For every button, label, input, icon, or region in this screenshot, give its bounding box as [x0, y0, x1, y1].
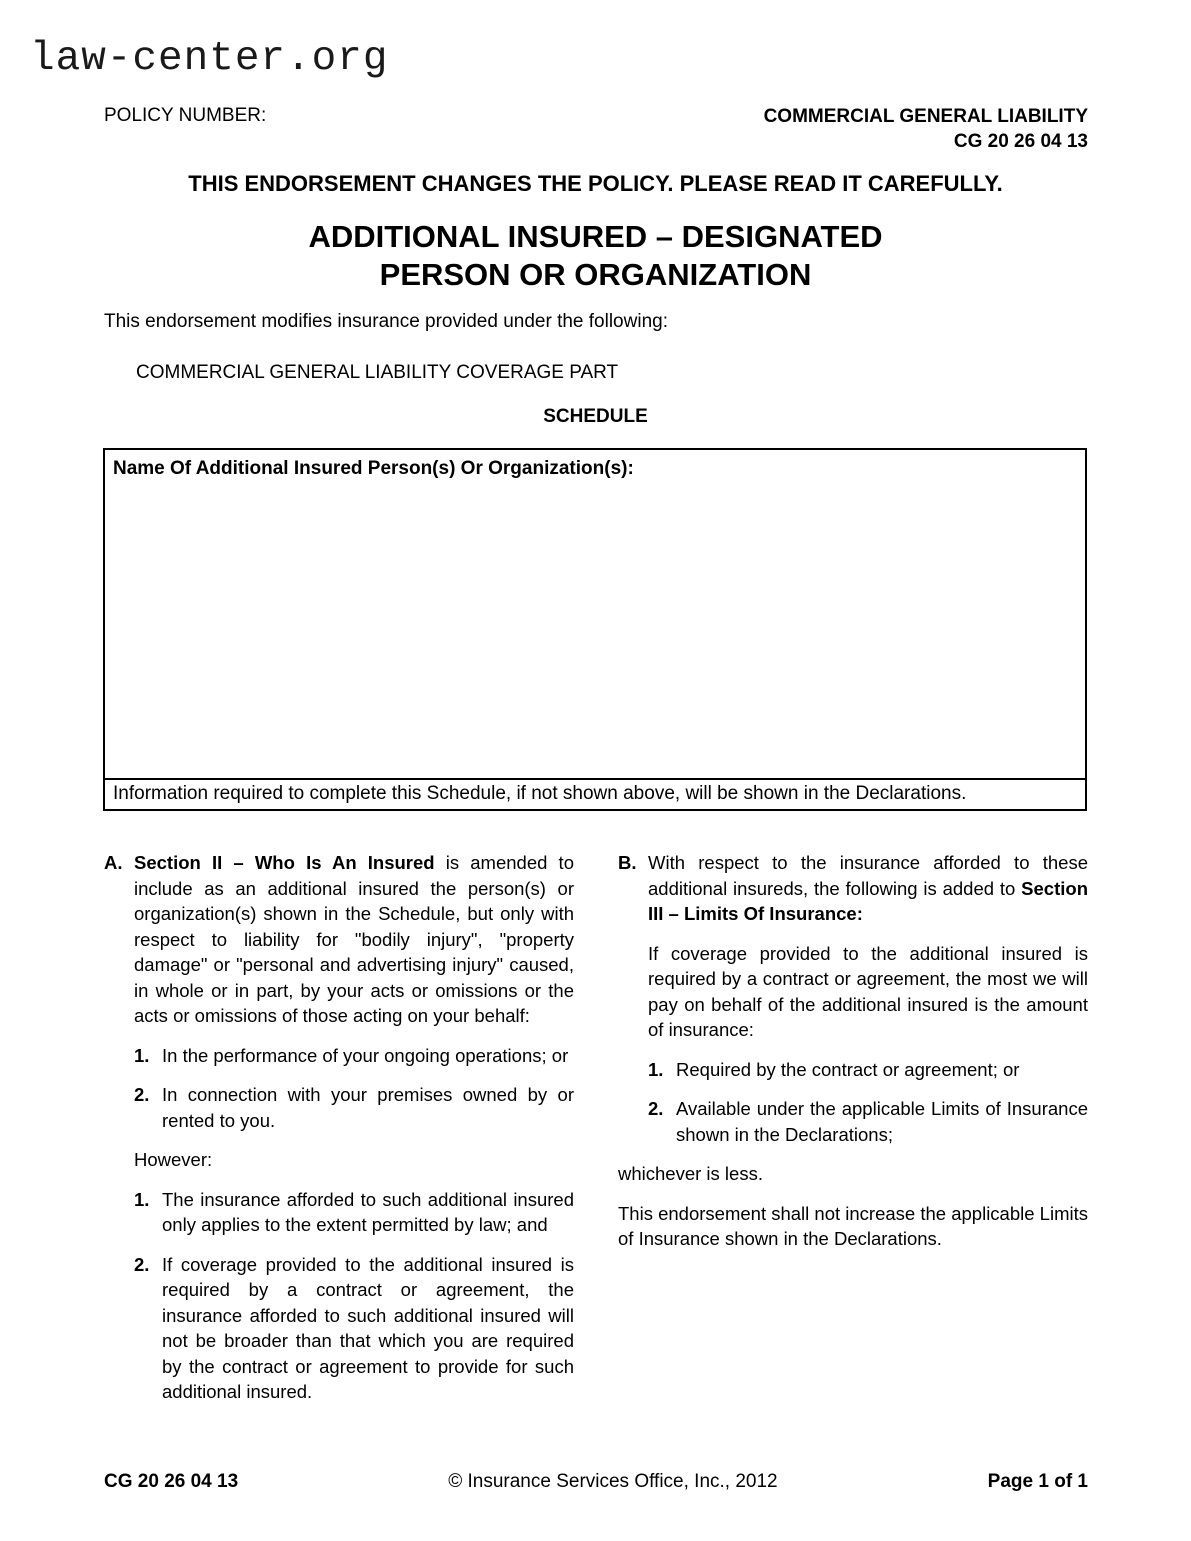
clause-b [618, 850, 1088, 927]
site-watermark: law-center.org [30, 36, 389, 82]
clause-a-rest: is amended to include as an additional insured the person(s) or organization(s) shown in the Schedule, but only with respect to liability for "bodily injury", "property damage" or "personal and advertising injury" caused, in whole or in part, by your acts or omissions or the acts or omissions of those acting on your behalf: [134, 852, 574, 1026]
intro-text: This endorsement modifies insurance provided under the following: [104, 311, 668, 332]
right-column [618, 850, 1088, 1405]
list-item-text: In connection with your premises owned by or rented to you. [162, 1084, 574, 1131]
list-item-marker: 1. [134, 1044, 150, 1066]
list-item [134, 1252, 574, 1405]
list-item [134, 1043, 574, 1069]
list-item-text: Available under the applicable Limits of Insurance shown in the Declarations; [676, 1098, 1088, 1145]
list-item-marker: 2. [134, 1253, 150, 1275]
list-item-text: Required by the contract or agreement; or [676, 1058, 1020, 1080]
list-item [648, 1057, 1088, 1083]
list-item-marker: 2. [134, 1084, 150, 1105]
body-columns [104, 850, 1088, 1405]
list-item [648, 1096, 1088, 1147]
page-title-line-1: ADDITIONAL INSURED – DESIGNATED [308, 219, 883, 254]
footer-copyright: © Insurance Services Office, Inc., 2012 [448, 1471, 778, 1492]
clause-b-body [648, 850, 1088, 927]
closing-paragraph: This endorsement shall not increase the applicable Limits of Insurance shown in the Declarations. [618, 1202, 1088, 1249]
page-title [0, 218, 1191, 294]
clause-b-paragraph: If coverage provided to the additional insured is required by a contract or agreement, the most we will pay on behalf of the additional insured is the amount of insurance: [648, 942, 1088, 1040]
list-item-text: If coverage provided to the additional insured is required by a contract or agreement, the insurance afforded to such additional insured will not be broader than that which you are required by the contract or agreement to provide for such additional insured. [162, 1253, 574, 1402]
clause-a-however-list [104, 1187, 574, 1405]
schedule-heading: SCHEDULE [543, 406, 648, 427]
clause-a-bold-lead: Section II – Who Is An Insured [134, 852, 435, 873]
clause-b-bold-tail: Section III – Limits Of Insurance: [648, 877, 1088, 924]
coverage-part-text: COMMERCIAL GENERAL LIABILITY COVERAGE PART [136, 362, 619, 383]
clause-a [104, 850, 574, 1029]
left-column [104, 850, 574, 1405]
list-item [134, 1187, 574, 1238]
form-type-label: COMMERCIAL GENERAL LIABILITY [763, 106, 1088, 127]
list-item-text: The insurance afforded to such additional insured only applies to the extent permitted by law; and [162, 1188, 574, 1235]
schedule-table [103, 448, 1087, 811]
clause-a-marker: A. [104, 852, 123, 873]
footer-form-number: CG 20 26 04 13 [104, 1471, 239, 1492]
form-number-label: CG 20 26 04 13 [953, 131, 1088, 152]
list-item [134, 1082, 574, 1133]
list-item-marker: 1. [648, 1058, 664, 1080]
whichever-is-less-text: whichever is less. [618, 1163, 763, 1184]
footer-page-number: Page 1 of 1 [987, 1471, 1088, 1492]
clause-a-list [104, 1043, 574, 1134]
document-header [104, 104, 1088, 154]
clause-b-marker: B. [618, 852, 637, 873]
clause-a-body [134, 850, 574, 1029]
clause-b-list [618, 1057, 1088, 1148]
clause-b-lead: With respect to the insurance afforded to these additional insureds, the following is added to [648, 852, 1088, 899]
schedule-column-header: Name Of Additional Insured Person(s) Or Organization(s): [113, 458, 634, 479]
list-item-marker: 2. [648, 1098, 664, 1119]
list-item-text: In the performance of your ongoing operations; or [162, 1044, 569, 1066]
page-title-line-2: PERSON OR ORGANIZATION [379, 257, 812, 292]
endorsement-notice: THIS ENDORSEMENT CHANGES THE POLICY. PLEASE READ IT CAREFULLY. [188, 171, 1003, 196]
policy-number-label: POLICY NUMBER: [104, 105, 267, 126]
form-identification [764, 104, 1088, 154]
list-item-marker: 1. [134, 1188, 150, 1210]
document-footer [104, 1471, 1088, 1493]
schedule-named-insured-cell[interactable] [105, 450, 1085, 780]
schedule-note: Information required to complete this Schedule, if not shown above, will be shown in the Declarations. [113, 783, 967, 804]
however-label: However: [134, 1149, 213, 1170]
